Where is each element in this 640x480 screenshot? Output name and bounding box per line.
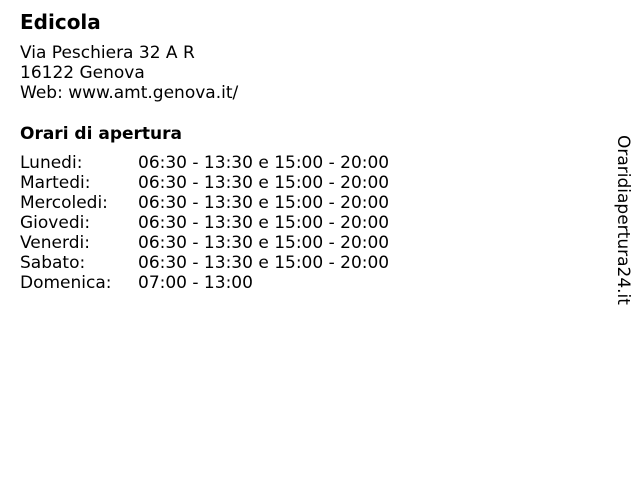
address-city: 16122 Genova bbox=[20, 63, 145, 83]
opening-hours-heading: Orari di apertura bbox=[20, 124, 182, 144]
time-range: 06:30 - 13:30 e 15:00 - 20:00 bbox=[138, 173, 390, 193]
site-watermark: Oraridiapertura24.it bbox=[613, 135, 633, 305]
store-address-block bbox=[20, 43, 238, 103]
store-name: Edicola bbox=[20, 10, 101, 34]
day-label: Lunedi: bbox=[20, 153, 83, 173]
day-label: Giovedi: bbox=[20, 213, 91, 233]
website-text: Web: www.amt.genova.it/ bbox=[20, 83, 239, 103]
day-label: Sabato: bbox=[20, 253, 86, 273]
time-range: 07:00 - 13:00 bbox=[138, 273, 253, 293]
time-range: 06:30 - 13:30 e 15:00 - 20:00 bbox=[138, 193, 390, 213]
time-range: 06:30 - 13:30 e 15:00 - 20:00 bbox=[138, 213, 390, 233]
time-range: 06:30 - 13:30 e 15:00 - 20:00 bbox=[138, 153, 390, 173]
day-label: Martedi: bbox=[20, 173, 91, 193]
day-label: Mercoledi: bbox=[20, 193, 108, 213]
day-label: Domenica: bbox=[20, 273, 112, 293]
day-label: Venerdi: bbox=[20, 233, 90, 253]
time-range: 06:30 - 13:30 e 15:00 - 20:00 bbox=[138, 233, 390, 253]
address-street: Via Peschiera 32 A R bbox=[20, 43, 195, 63]
time-range: 06:30 - 13:30 e 15:00 - 20:00 bbox=[138, 253, 390, 273]
